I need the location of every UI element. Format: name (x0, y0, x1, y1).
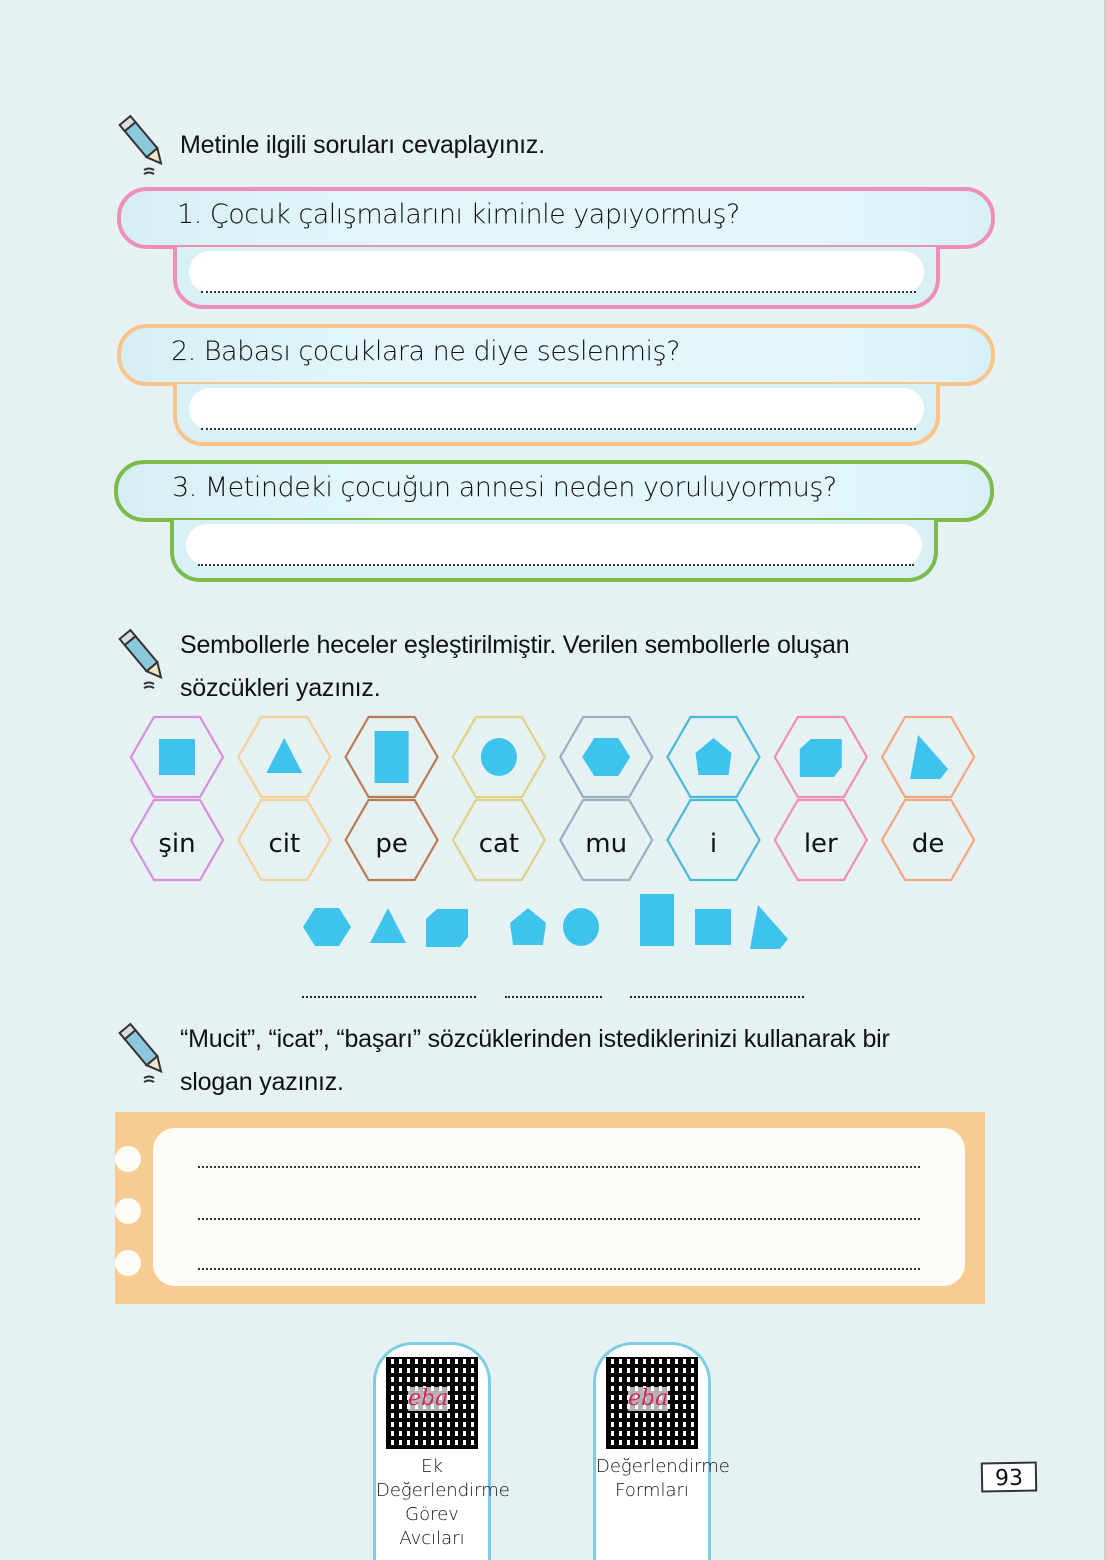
pair-pe (346, 717, 438, 880)
syllable-label: pe (375, 829, 408, 859)
slogan-notepad (115, 1112, 985, 1304)
pencil-icon (118, 112, 168, 176)
answer-field-2[interactable] (173, 384, 940, 446)
heading-line: Sembollerle heceler eşleştirilmiştir. Verilen sembollerle oluşan (180, 631, 850, 659)
question-text: 2. Babası çocuklara ne diye seslenmiş? (171, 336, 680, 367)
sequence-half-triangle-symbol (750, 905, 788, 949)
qr-label: Değerlendirme Formları (596, 1456, 730, 1501)
eba-logo: eba (408, 1386, 449, 1411)
syllable-label: şin (158, 829, 196, 859)
pair-ler (775, 717, 867, 880)
writing-line (198, 1218, 920, 1220)
pair-şin (131, 717, 223, 880)
heading-line: “Mucit”, “icat”, “başarı” sözcüklerinden istediklerinizi kullanarak bir (180, 1025, 890, 1053)
syllable-label: ler (803, 829, 838, 859)
pair-de (882, 717, 974, 880)
syllable-label: cat (478, 829, 520, 859)
syllable-label: mu (585, 829, 628, 859)
sequence-triangle-symbol (370, 908, 406, 943)
pair-i (668, 717, 760, 880)
question-1 (117, 187, 995, 249)
pencil-icon (118, 626, 168, 690)
question-2 (117, 324, 995, 386)
heading-line: slogan yazınız. (180, 1068, 344, 1096)
pair-mu (560, 717, 652, 880)
pair-cat (453, 717, 545, 880)
binder-hole (115, 1198, 141, 1224)
syllable-label: de (911, 829, 945, 859)
symbol-syllable-grid (0, 700, 1106, 960)
qr-label: Ek Değerlendirme Görev Avcıları (376, 1456, 510, 1549)
qr-code[interactable] (606, 1357, 698, 1449)
question-text: 1. Çocuk çalışmalarını kiminle yapıyormuş? (177, 199, 740, 230)
heading-line: sözcükleri yazınız. (180, 674, 381, 702)
answer-field-3[interactable] (170, 520, 938, 582)
answer-blank-3[interactable] (630, 996, 804, 998)
syllable-label: i (709, 829, 718, 859)
cut-square-symbol (800, 739, 842, 777)
qr-card-1[interactable] (373, 1342, 510, 1560)
syllable-label: cit (268, 829, 301, 859)
answer-blank-2[interactable] (505, 996, 602, 998)
answer-blank-1[interactable] (302, 996, 476, 998)
writing-line (198, 1166, 920, 1168)
qr-card-2[interactable] (593, 1342, 730, 1560)
section3-heading (180, 1018, 890, 1104)
section2-heading (180, 624, 849, 710)
tall-rectangle-symbol (375, 731, 409, 783)
sequence-hexagon-symbol (303, 908, 351, 946)
circle-symbol (481, 738, 517, 776)
sequence-square-symbol (695, 909, 731, 945)
sequence-cut-square-symbol (426, 909, 468, 947)
binder-hole (115, 1250, 141, 1276)
page-number: 93 (981, 1462, 1038, 1493)
section1-heading: Metinle ilgili soruları cevaplayınız. (180, 131, 545, 159)
qr-code[interactable] (386, 1357, 478, 1449)
writing-line (198, 1268, 920, 1270)
sequence-tall-rectangle-symbol (640, 894, 674, 946)
triangle-symbol (266, 738, 302, 773)
sequence-pentagon-symbol (510, 908, 546, 945)
eba-logo: eba (628, 1386, 669, 1411)
pair-cit (238, 717, 330, 880)
square-symbol (159, 739, 195, 775)
slogan-writing-area[interactable] (153, 1128, 965, 1286)
hexagon-symbol (582, 738, 630, 776)
half-triangle-symbol (910, 735, 948, 779)
binder-hole (115, 1146, 141, 1172)
pencil-icon (118, 1020, 168, 1084)
pentagon-symbol (696, 738, 732, 775)
sequence-circle-symbol (563, 908, 599, 946)
question-3 (114, 460, 994, 522)
question-text: 3. Metindeki çocuğun annesi neden yoruluyormuş? (172, 472, 837, 503)
answer-field-1[interactable] (173, 247, 940, 309)
